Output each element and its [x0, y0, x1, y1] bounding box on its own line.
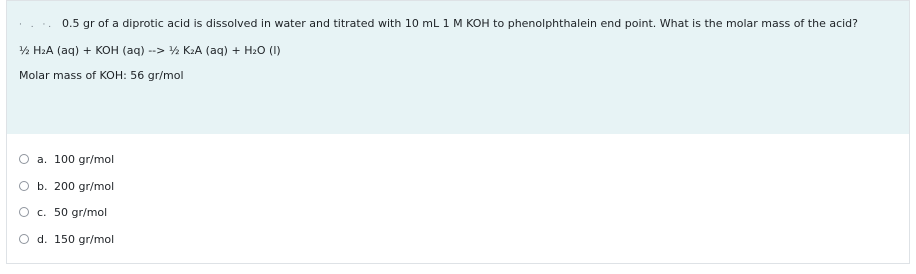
- option-letter-d: d.: [37, 232, 48, 246]
- question-card: [6, 0, 910, 264]
- option-text-d[interactable]: 150 gr/mol: [54, 232, 115, 246]
- leading-dots: · . ·.: [19, 20, 55, 30]
- question-text-box: [7, 1, 909, 134]
- answer-option-d[interactable]: [19, 232, 114, 246]
- reaction-equation: ½ H₂A (aq) + KOH (aq) --> ½ K₂A (aq) + H₂O (l): [19, 44, 281, 57]
- option-letter-b: b.: [37, 179, 48, 193]
- option-letter-a: a.: [37, 152, 48, 166]
- question-line-1: [19, 17, 858, 32]
- option-letter-c: c.: [37, 205, 47, 219]
- answer-option-a[interactable]: [19, 152, 114, 166]
- option-text-c[interactable]: 50 gr/mol: [54, 205, 108, 219]
- radio-button-a[interactable]: [19, 154, 29, 164]
- answer-option-c[interactable]: [19, 205, 107, 219]
- radio-button-c[interactable]: [19, 207, 29, 217]
- radio-button-d[interactable]: [19, 234, 29, 244]
- question-stem: 0.5 gr of a diprotic acid is dissolved in water and titrated with 10 mL 1 M KOH to phenolphthalein end point. What is the molar mass of the acid?: [62, 17, 859, 30]
- molar-mass-note: Molar mass of KOH: 56 gr/mol: [19, 69, 184, 82]
- option-text-b[interactable]: 200 gr/mol: [54, 179, 115, 193]
- answer-option-b[interactable]: [19, 179, 114, 193]
- option-text-a[interactable]: 100 gr/mol: [54, 152, 115, 166]
- radio-button-b[interactable]: [19, 181, 29, 191]
